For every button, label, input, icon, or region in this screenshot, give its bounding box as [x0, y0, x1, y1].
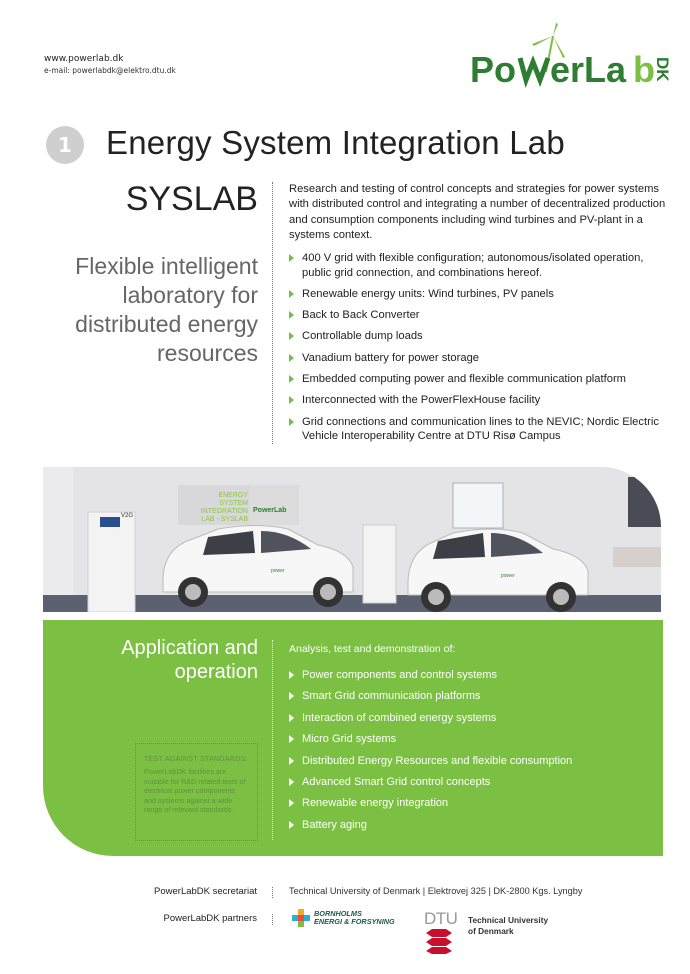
svg-text:INTEGRATION: INTEGRATION [200, 508, 248, 515]
application-intro: Analysis, test and demonstration of: [289, 643, 456, 655]
bullet-icon [289, 778, 294, 786]
bullet-icon [289, 799, 294, 807]
wind-turbine-logo-icon [470, 22, 675, 92]
svg-text:power: power [501, 573, 515, 579]
secretariat-label: PowerLabDK secretariat [154, 886, 257, 897]
svg-text:LAB - SYSLAB: LAB - SYSLAB [201, 516, 248, 523]
dtu-waves-icon [424, 928, 454, 954]
svg-text:PowerLab: PowerLab [253, 507, 287, 514]
powerlab-logo [470, 22, 675, 92]
application-title: Application and operation [121, 637, 258, 683]
list-item: Vanadium battery for power storage [289, 351, 674, 366]
list-item: Battery aging [289, 818, 674, 833]
svg-text:SYSTEM: SYSTEM [219, 500, 248, 507]
standards-body: PowerLabDK facilities are suitable for R&D related tests of electrical power components and systems against a wide range of relevant standards. [144, 767, 246, 814]
application-list [289, 668, 674, 839]
email-link[interactable]: e-mail: powerlabdk@elektro.dtu.dk [44, 66, 176, 75]
standards-title: TEST AGAINST STANDARDS: [144, 754, 248, 763]
partners-label: PowerLabDK partners [163, 913, 257, 924]
bullet-icon [289, 311, 294, 319]
feature-list [289, 251, 674, 450]
svg-text:b: b [633, 49, 655, 90]
list-item: Advanced Smart Grid control concepts [289, 775, 674, 790]
bullet-icon [289, 332, 294, 340]
bullet-icon [289, 821, 294, 829]
svg-text:DK: DK [653, 57, 672, 82]
list-item: Micro Grid systems [289, 732, 674, 747]
list-item: Embedded computing power and flexible communication platform [289, 372, 674, 387]
list-item: Interaction of combined energy systems [289, 711, 674, 726]
bullet-icon [289, 714, 294, 722]
svg-text:erLa: erLa [550, 49, 627, 90]
dotted-divider [272, 640, 273, 840]
bullet-icon [289, 418, 294, 426]
bullet-icon [289, 375, 294, 383]
bornholms-cross-icon [292, 909, 310, 927]
list-item: Power components and control systems [289, 668, 674, 683]
lab-intro: Research and testing of control concepts and strategies for power systems with distributed control and integrating a number of decentralized production and consumption components including wind turbines and PV-plant in a systems context. [289, 183, 666, 241]
bullet-icon [289, 290, 294, 298]
bullet-icon [289, 757, 294, 765]
bullet-icon [289, 354, 294, 362]
footer-divider [272, 887, 273, 898]
partner-bornholms-logo[interactable]: BORNHOLMS ENERGI & FORSYNING [292, 909, 395, 927]
svg-text:ENERGY: ENERGY [218, 492, 248, 499]
electric-cars-photo [43, 467, 661, 612]
svg-text:Po: Po [470, 49, 517, 90]
standards-box [135, 743, 258, 841]
footer-divider [272, 914, 273, 925]
dtu-mark: DTU [424, 909, 458, 928]
bullet-icon [289, 692, 294, 700]
list-item: Smart Grid communication platforms [289, 689, 674, 704]
list-item: Interconnected with the PowerFlexHouse facility [289, 393, 674, 408]
svg-text:V2G: V2G [121, 513, 134, 519]
partner-dtu-logo[interactable]: DTU Technical University of Denmark [424, 910, 548, 958]
list-item: Controllable dump loads [289, 329, 674, 344]
website-link[interactable]: www.powerlab.dk [44, 54, 124, 64]
contact-block [44, 53, 176, 77]
page-title: Energy System Integration Lab [106, 124, 565, 161]
lab-photo [43, 467, 661, 612]
list-item: Back to Back Converter [289, 308, 674, 323]
list-item: Distributed Energy Resources and flexible consumption [289, 754, 674, 769]
secretariat-address: Technical University of Denmark | Elektrovej 325 | DK-2800 Kgs. Lyngby [289, 886, 583, 896]
dotted-divider [272, 182, 273, 444]
list-item: Renewable energy integration [289, 796, 674, 811]
bullet-icon [289, 671, 294, 679]
bullet-icon [289, 396, 294, 404]
bullet-icon [289, 254, 294, 262]
list-item: 400 V grid with flexible configuration; autonomous/isolated operation, public grid connection, and combinations hereof. [289, 251, 674, 280]
lab-tagline: Flexible intelligent laboratory for distributed energy resources [75, 253, 258, 366]
lab-name: SYSLAB [125, 180, 258, 218]
section-number-badge: 1 [46, 126, 84, 164]
list-item: Renewable energy units: Wind turbines, PV panels [289, 287, 674, 302]
svg-text:power: power [271, 568, 285, 574]
list-item: Grid connections and communication lines to the NEVIC; Nordic Electric Vehicle Interoperability Centre at DTU Risø Campus [289, 415, 674, 444]
bullet-icon [289, 735, 294, 743]
